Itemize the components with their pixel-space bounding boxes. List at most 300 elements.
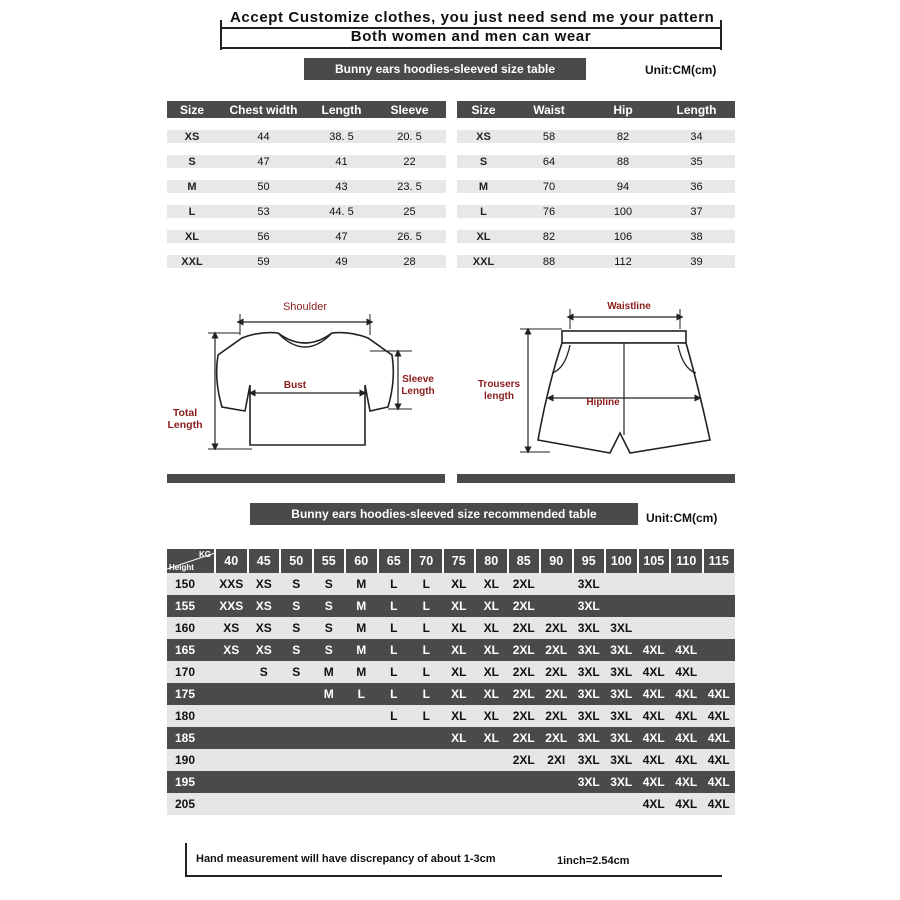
recommended-size-cell <box>443 771 476 793</box>
measurement-cell: 38. 5 <box>310 130 373 143</box>
measurement-cell: 38 <box>658 230 735 243</box>
table-row <box>167 130 446 143</box>
sleeve-length-label: Sleeve Length <box>401 374 435 397</box>
size-cell: M <box>457 180 510 193</box>
recommended-size-cell <box>215 727 248 749</box>
recommended-size-cell: 4XL <box>670 793 703 815</box>
gap-cell <box>167 168 217 180</box>
recommended-size-cell <box>248 749 281 771</box>
row-gap <box>167 218 446 230</box>
measurement-cell: 76 <box>510 205 588 218</box>
measurement-cell: 82 <box>588 130 658 143</box>
recommended-size-cell: 2XL <box>508 683 541 705</box>
size-table-title: Bunny ears hoodies-sleeved size table <box>304 58 586 80</box>
recommended-size-cell: 2XI <box>540 749 573 771</box>
measurement-cell: 26. 5 <box>373 230 446 243</box>
recommended-size-cell: 4XL <box>638 771 671 793</box>
kg-column-header: 115 <box>703 549 736 573</box>
recommended-size-cell <box>345 793 378 815</box>
kg-column-header: 50 <box>280 549 313 573</box>
recommended-size-cell: XL <box>443 683 476 705</box>
recommended-size-cell: S <box>313 595 346 617</box>
measurement-cell: 44 <box>217 130 310 143</box>
recommended-size-cell <box>215 793 248 815</box>
recommended-size-cell: 3XL <box>573 661 606 683</box>
gap-cell <box>588 143 658 155</box>
recommended-size-cell: L <box>378 639 411 661</box>
recommended-size-cell: 4XL <box>703 705 736 727</box>
measurement-cell: 59 <box>217 255 310 268</box>
gap-cell <box>588 168 658 180</box>
recommended-size-cell <box>703 573 736 595</box>
recommended-size-cell: L <box>410 573 443 595</box>
bottom-size-table <box>457 101 735 268</box>
gap-cell <box>658 193 735 205</box>
table-row <box>457 230 735 243</box>
size-cell: S <box>167 155 217 168</box>
height-cell: 150 <box>167 573 215 595</box>
recommended-size-cell: 3XL <box>605 639 638 661</box>
kg-column-header: 75 <box>443 549 476 573</box>
measurement-cell: 44. 5 <box>310 205 373 218</box>
footer-note: Hand measurement will have discrepancy of about 1-3cm <box>196 853 496 865</box>
size-cell: L <box>167 205 217 218</box>
recommended-size-cell: 4XL <box>670 705 703 727</box>
kg-column-header: 100 <box>605 549 638 573</box>
height-cell: 170 <box>167 661 215 683</box>
recommended-size-cell <box>215 771 248 793</box>
gap-cell <box>510 243 588 255</box>
gap-cell <box>373 193 446 205</box>
recommended-size-cell: XL <box>443 705 476 727</box>
recommended-size-cell: XL <box>443 573 476 595</box>
recommended-size-cell <box>410 749 443 771</box>
table-row <box>167 255 446 268</box>
recommended-size-cell <box>248 771 281 793</box>
gap-cell <box>373 218 446 230</box>
recommended-size-cell: 3XL <box>605 683 638 705</box>
recommended-size-cell <box>670 595 703 617</box>
measurement-cell: 70 <box>510 180 588 193</box>
column-header: Sleeve <box>373 101 446 118</box>
recommended-size-cell <box>410 793 443 815</box>
recommended-size-cell: 3XL <box>605 617 638 639</box>
recommended-size-cell: 4XL <box>670 749 703 771</box>
kg-column-header: 80 <box>475 549 508 573</box>
height-cell: 155 <box>167 595 215 617</box>
recommended-size-cell: XL <box>475 661 508 683</box>
recommended-size-cell: 3XL <box>605 771 638 793</box>
gap-cell <box>167 143 217 155</box>
recommended-size-cell <box>703 661 736 683</box>
gap-cell <box>373 243 446 255</box>
recommended-size-cell: S <box>280 661 313 683</box>
gap-cell <box>310 193 373 205</box>
gap-cell <box>310 243 373 255</box>
recommended-size-cell: 3XL <box>573 617 606 639</box>
recommended-size-cell: 2XL <box>508 573 541 595</box>
height-cell: 195 <box>167 771 215 793</box>
gap-cell <box>217 243 310 255</box>
top-size-table <box>167 101 446 268</box>
recommended-size-cell <box>605 573 638 595</box>
recommended-size-cell: 4XL <box>703 727 736 749</box>
recommended-size-cell <box>215 683 248 705</box>
recommended-size-cell: 4XL <box>638 749 671 771</box>
recommended-size-cell: 2XL <box>508 639 541 661</box>
recommended-size-cell: M <box>313 661 346 683</box>
gap-cell <box>167 243 217 255</box>
recommended-size-cell: 4XL <box>638 639 671 661</box>
table-row <box>167 683 735 705</box>
recommended-size-cell <box>313 749 346 771</box>
gap-cell <box>588 218 658 230</box>
gap-cell <box>510 168 588 180</box>
recommended-size-cell <box>475 749 508 771</box>
kg-column-header: 90 <box>540 549 573 573</box>
row-gap <box>167 243 446 255</box>
recommended-size-cell: 2XL <box>540 661 573 683</box>
gap-cell <box>457 193 510 205</box>
table-row <box>167 705 735 727</box>
recommended-size-cell: S <box>280 595 313 617</box>
table-row <box>167 727 735 749</box>
recommended-size-cell: 3XL <box>605 661 638 683</box>
recommended-size-cell <box>703 639 736 661</box>
gap-cell <box>457 143 510 155</box>
row-gap <box>167 193 446 205</box>
column-header: Length <box>310 101 373 118</box>
recommended-size-cell: 3XL <box>605 727 638 749</box>
footer-conversion: 1inch=2.54cm <box>557 855 630 867</box>
recommended-size-cell: L <box>410 617 443 639</box>
gap-cell <box>658 218 735 230</box>
gap-cell <box>373 168 446 180</box>
hipline-label: Hipline <box>586 397 620 408</box>
recommended-size-cell <box>443 749 476 771</box>
measurement-cell: 64 <box>510 155 588 168</box>
measurement-cell: 112 <box>588 255 658 268</box>
recommended-size-cell <box>378 771 411 793</box>
recommended-size-cell: 2XL <box>508 595 541 617</box>
recommended-size-cell: 2XL <box>540 617 573 639</box>
recommended-size-cell <box>248 705 281 727</box>
gap-cell <box>167 118 217 130</box>
recommend-table-title: Bunny ears hoodies-sleeved size recommended table <box>250 503 638 525</box>
table-row <box>457 180 735 193</box>
gap-cell <box>658 143 735 155</box>
row-gap <box>457 243 735 255</box>
gap-cell <box>167 193 217 205</box>
recommended-size-cell <box>248 793 281 815</box>
recommended-size-cell: 4XL <box>638 705 671 727</box>
bottom-size-table-header <box>457 101 735 118</box>
height-cell: 190 <box>167 749 215 771</box>
recommended-size-cell <box>313 705 346 727</box>
size-cell: XXL <box>167 255 217 268</box>
height-cell: 205 <box>167 793 215 815</box>
header-frame-bottom <box>220 47 722 49</box>
gap-cell <box>310 143 373 155</box>
table-row <box>167 617 735 639</box>
row-gap <box>167 168 446 180</box>
recommended-size-cell: 3XL <box>573 573 606 595</box>
recommended-size-cell: 3XL <box>573 749 606 771</box>
recommended-size-cell: 4XL <box>670 661 703 683</box>
gap-cell <box>658 168 735 180</box>
header-line-1: Accept Customize clothes, you just need send me your pattern <box>226 9 718 26</box>
size-cell: XL <box>167 230 217 243</box>
measurement-cell: 88 <box>510 255 588 268</box>
recommended-size-cell: 4XL <box>638 727 671 749</box>
table-row <box>457 205 735 218</box>
footer-bracket-bottom <box>185 875 722 877</box>
table-corner <box>167 549 215 573</box>
row-gap <box>167 143 446 155</box>
gap-cell <box>658 243 735 255</box>
table-row <box>457 155 735 168</box>
kg-column-header: 60 <box>345 549 378 573</box>
total-length-label: Total Length <box>167 407 203 431</box>
recommended-size-cell: 3XL <box>605 749 638 771</box>
size-table-unit: Unit:CM(cm) <box>645 63 717 77</box>
table-row <box>167 180 446 193</box>
gap-cell <box>510 193 588 205</box>
gap-cell <box>510 143 588 155</box>
row-gap <box>457 193 735 205</box>
recommend-table-unit: Unit:CM(cm) <box>646 511 718 525</box>
recommended-size-cell: 2XL <box>508 617 541 639</box>
gap-cell <box>373 143 446 155</box>
recommended-size-cell: L <box>410 595 443 617</box>
measurement-cell: 36 <box>658 180 735 193</box>
recommended-size-cell: XXS <box>215 595 248 617</box>
recommended-size-cell <box>280 705 313 727</box>
recommended-size-cell: 4XL <box>670 771 703 793</box>
recommended-size-cell: L <box>410 683 443 705</box>
gap-cell <box>457 118 510 130</box>
recommended-size-cell <box>280 793 313 815</box>
recommended-size-cell <box>345 749 378 771</box>
recommended-size-cell: L <box>410 639 443 661</box>
recommended-size-cell: S <box>248 661 281 683</box>
recommended-size-cell <box>475 793 508 815</box>
recommended-size-cell <box>345 771 378 793</box>
kg-column-header: 95 <box>573 549 606 573</box>
table-row <box>457 130 735 143</box>
recommended-size-cell: 4XL <box>638 661 671 683</box>
size-cell: M <box>167 180 217 193</box>
table-row <box>167 793 735 815</box>
recommended-size-cell: S <box>313 617 346 639</box>
size-cell: S <box>457 155 510 168</box>
measurement-cell: 37 <box>658 205 735 218</box>
recommended-size-cell: XL <box>475 683 508 705</box>
size-cell: XS <box>167 130 217 143</box>
recommend-size-table <box>167 549 736 815</box>
recommended-size-cell <box>540 573 573 595</box>
height-cell: 185 <box>167 727 215 749</box>
recommended-size-cell: XL <box>443 639 476 661</box>
recommended-size-cell: XL <box>475 727 508 749</box>
gap-cell <box>310 118 373 130</box>
gap-cell <box>373 118 446 130</box>
measurement-cell: 56 <box>217 230 310 243</box>
recommended-size-cell: 4XL <box>670 639 703 661</box>
recommended-size-cell: S <box>280 617 313 639</box>
header-line-2: Both women and men can wear <box>350 28 592 45</box>
kg-column-header: 40 <box>215 549 248 573</box>
measurement-cell: 34 <box>658 130 735 143</box>
recommended-size-cell: 2XL <box>540 705 573 727</box>
kg-column-header: 85 <box>508 549 541 573</box>
recommended-size-cell <box>605 793 638 815</box>
recommended-size-cell: L <box>410 705 443 727</box>
recommended-size-cell: XL <box>475 705 508 727</box>
measurement-cell: 50 <box>217 180 310 193</box>
recommended-size-cell <box>215 661 248 683</box>
recommended-size-cell: 4XL <box>638 793 671 815</box>
table-row <box>457 255 735 268</box>
recommended-size-cell <box>670 617 703 639</box>
size-cell: XL <box>457 230 510 243</box>
recommended-size-cell <box>280 771 313 793</box>
gap-cell <box>217 118 310 130</box>
recommended-size-cell: L <box>378 661 411 683</box>
recommended-size-cell <box>313 793 346 815</box>
table-row <box>167 155 446 168</box>
recommended-size-cell: 2XL <box>540 727 573 749</box>
recommended-size-cell: 2XL <box>540 639 573 661</box>
recommended-size-cell <box>508 793 541 815</box>
gap-cell <box>217 218 310 230</box>
column-header: Chest width <box>217 101 310 118</box>
recommended-size-cell: XL <box>443 617 476 639</box>
measurement-cell: 35 <box>658 155 735 168</box>
measurement-cell: 47 <box>310 230 373 243</box>
recommended-size-cell: 2XL <box>540 683 573 705</box>
measurement-cell: 43 <box>310 180 373 193</box>
recommended-size-cell: 3XL <box>573 727 606 749</box>
recommended-size-cell: XL <box>475 639 508 661</box>
recommended-size-cell: 4XL <box>670 727 703 749</box>
recommended-size-cell <box>638 617 671 639</box>
measurement-cell: 82 <box>510 230 588 243</box>
table-row <box>167 771 735 793</box>
recommended-size-cell <box>573 793 606 815</box>
column-header: Waist <box>510 101 588 118</box>
measurement-cell: 39 <box>658 255 735 268</box>
size-cell: L <box>457 205 510 218</box>
recommended-size-cell: L <box>378 683 411 705</box>
recommended-size-cell <box>313 727 346 749</box>
recommended-size-cell: 3XL <box>573 683 606 705</box>
recommended-size-cell: 4XL <box>670 683 703 705</box>
column-header: Size <box>457 101 510 118</box>
measurement-cell: 49 <box>310 255 373 268</box>
table-row <box>167 749 735 771</box>
recommended-size-cell: 4XL <box>638 683 671 705</box>
recommended-size-cell <box>345 727 378 749</box>
recommended-size-cell: XS <box>215 617 248 639</box>
table-row <box>167 230 446 243</box>
recommended-size-cell <box>540 595 573 617</box>
recommended-size-cell <box>540 771 573 793</box>
gap-cell <box>588 118 658 130</box>
table-row <box>167 205 446 218</box>
recommended-size-cell <box>280 683 313 705</box>
recommended-size-cell: L <box>410 661 443 683</box>
measurement-cell: 25 <box>373 205 446 218</box>
gap-cell <box>310 218 373 230</box>
gap-cell <box>658 118 735 130</box>
recommended-size-cell <box>410 771 443 793</box>
kg-column-header: 110 <box>670 549 703 573</box>
recommended-size-cell <box>540 793 573 815</box>
recommended-size-cell <box>248 727 281 749</box>
kg-column-header: 105 <box>638 549 671 573</box>
recommended-size-cell <box>703 595 736 617</box>
recommended-size-cell: XL <box>475 617 508 639</box>
recommended-size-cell: XS <box>248 595 281 617</box>
corner-kg-label: KG <box>199 550 211 559</box>
gap-cell <box>588 193 658 205</box>
gap-cell <box>457 243 510 255</box>
recommended-size-cell <box>703 617 736 639</box>
recommended-size-cell <box>443 793 476 815</box>
gap-cell <box>310 168 373 180</box>
trousers-length-label: Trousers length <box>477 379 521 402</box>
recommended-size-cell: 3XL <box>573 595 606 617</box>
recommended-size-cell <box>378 749 411 771</box>
gap-cell <box>510 218 588 230</box>
recommended-size-cell: XL <box>443 727 476 749</box>
recommend-table-header <box>167 549 735 573</box>
gap-cell <box>217 193 310 205</box>
recommended-size-cell: M <box>345 661 378 683</box>
recommended-size-cell <box>313 771 346 793</box>
measurement-cell: 58 <box>510 130 588 143</box>
measurement-cell: 28 <box>373 255 446 268</box>
recommended-size-cell <box>215 749 248 771</box>
corner-height-label: Height <box>169 563 194 572</box>
recommended-size-cell: 2XL <box>508 661 541 683</box>
measurement-cell: 22 <box>373 155 446 168</box>
recommended-size-cell: 3XL <box>573 771 606 793</box>
recommended-size-cell: M <box>345 639 378 661</box>
measurement-cell: 106 <box>588 230 658 243</box>
height-cell: 180 <box>167 705 215 727</box>
recommended-size-cell: M <box>313 683 346 705</box>
gap-cell <box>457 168 510 180</box>
recommended-size-cell: XS <box>248 617 281 639</box>
recommended-size-cell <box>215 705 248 727</box>
gap-cell <box>457 218 510 230</box>
measurement-cell: 20. 5 <box>373 130 446 143</box>
kg-column-header: 70 <box>410 549 443 573</box>
recommended-size-cell <box>475 771 508 793</box>
measurement-cell: 100 <box>588 205 658 218</box>
recommended-size-cell: S <box>313 573 346 595</box>
recommended-size-cell: XS <box>248 639 281 661</box>
recommended-size-cell: S <box>313 639 346 661</box>
recommended-size-cell: XL <box>475 595 508 617</box>
gap-cell <box>217 143 310 155</box>
recommended-size-cell <box>378 727 411 749</box>
recommended-size-cell: XL <box>475 573 508 595</box>
top-size-table-header <box>167 101 446 118</box>
column-header: Length <box>658 101 735 118</box>
